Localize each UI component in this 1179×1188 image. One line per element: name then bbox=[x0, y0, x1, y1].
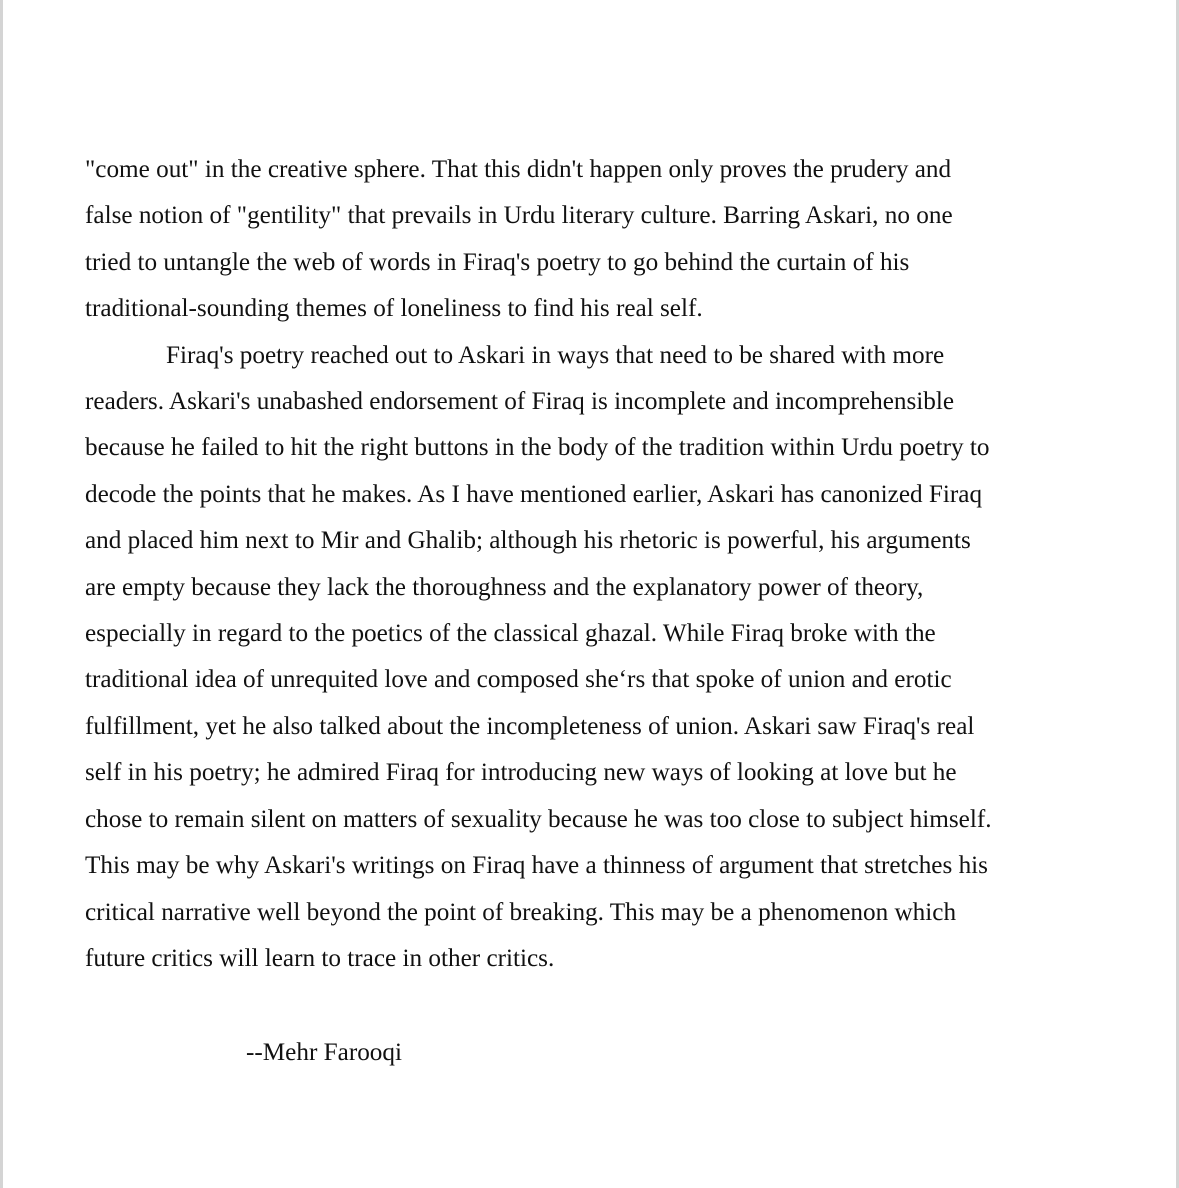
paragraph-1 bbox=[85, 147, 1085, 333]
text-line: This may be why Askari's writings on Firaq have a thinness of argument that stretches his bbox=[85, 852, 988, 880]
body-text bbox=[85, 147, 1085, 982]
text-line: false notion of "gentility" that prevails in Urdu literary culture. Barring Askari, no one bbox=[85, 202, 953, 230]
text-line: fulfillment, yet he also talked about the incompleteness of union. Askari saw Firaq's real bbox=[85, 712, 975, 740]
text-line: traditional-sounding themes of loneliness to find his real self. bbox=[85, 295, 703, 323]
author-signature: --Mehr Farooqi bbox=[246, 1039, 402, 1066]
text-line: readers. Askari's unabashed endorsement of Firaq is incomplete and incomprehensible bbox=[85, 388, 955, 416]
paragraph-2 bbox=[85, 333, 1085, 983]
text-line: "come out" in the creative sphere. That this didn't happen only proves the prudery and bbox=[85, 156, 952, 183]
text-line: traditional idea of unrequited love and composed she‘rs that spoke of union and erotic bbox=[85, 666, 952, 694]
text-line: critical narrative well beyond the point of breaking. This may be a phenomenon which bbox=[85, 898, 957, 926]
text-line: decode the points that he makes. As I have mentioned earlier, Askari has canonized Firaq bbox=[85, 480, 983, 508]
text-line: self in his poetry; he admired Firaq for introducing new ways of looking at love but he bbox=[85, 759, 957, 787]
text-line: tried to untangle the web of words in Firaq's poetry to go behind the curtain of his bbox=[85, 248, 910, 276]
text-line: chose to remain silent on matters of sexuality because he was too close to subject himself. bbox=[85, 805, 992, 833]
text-line: and placed him next to Mir and Ghalib; although his rhetoric is powerful, his arguments bbox=[85, 527, 971, 555]
text-line: future critics will learn to trace in other critics. bbox=[85, 944, 555, 972]
text-line: are empty because they lack the thoroughness and the explanatory power of theory, bbox=[85, 573, 924, 601]
text-line: especially in regard to the poetics of the classical ghazal. While Firaq broke with the bbox=[85, 620, 936, 648]
text-line: because he failed to hit the right buttons in the body of the tradition within Urdu poetry to bbox=[85, 434, 990, 462]
text-line: Firaq's poetry reached out to Askari in ways that need to be shared with more bbox=[166, 341, 945, 369]
